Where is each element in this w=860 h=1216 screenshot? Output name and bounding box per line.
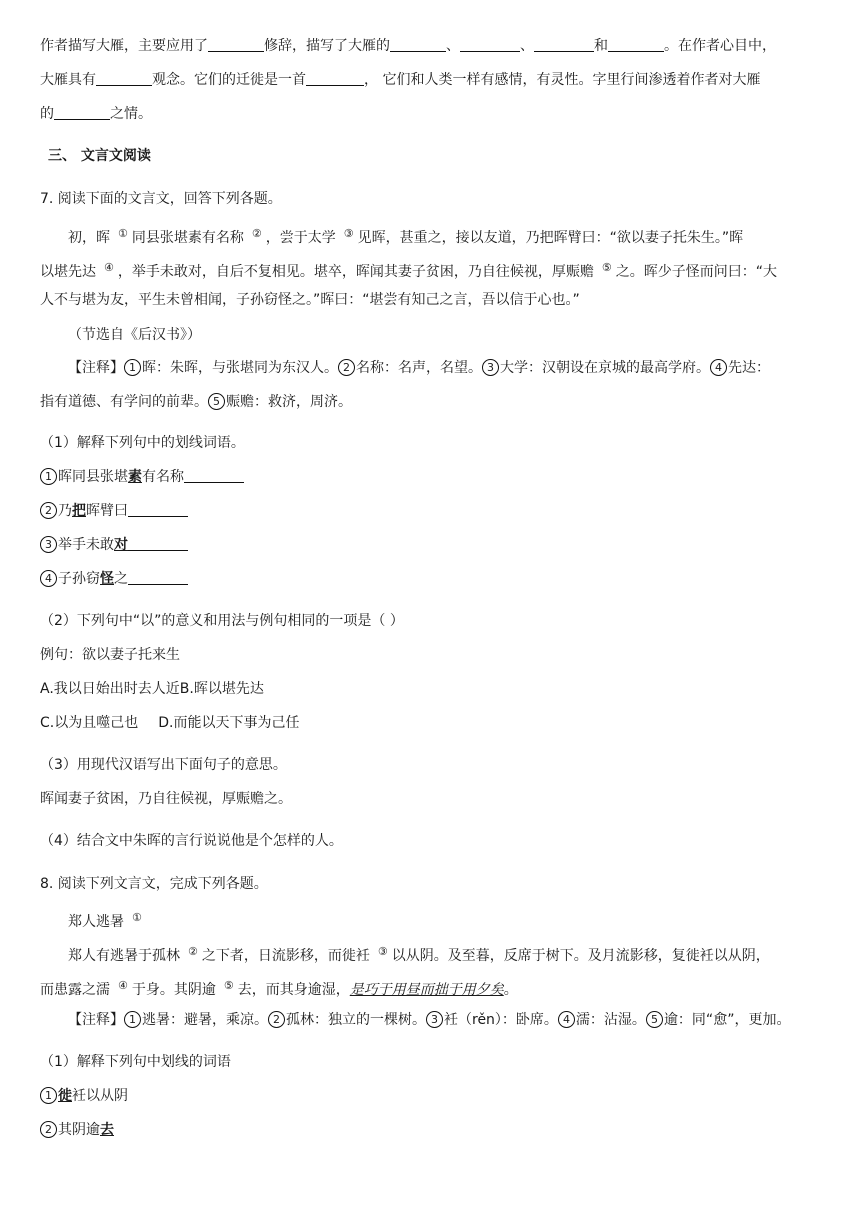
option-a[interactable]: A.我以日始出时去人近 <box>40 681 180 697</box>
answer-blank[interactable] <box>390 37 446 52</box>
fill-in-paragraph-line-2: 大雁具有 观念。它们的迁徙是一首 ， 它们和人类一样有感情，有灵性。字里行间渗透着作者对大雁 <box>40 72 761 88</box>
answer-blank[interactable] <box>608 37 664 52</box>
answer-blank[interactable] <box>128 502 188 517</box>
q8-word-item-2: 2 其阴逾去 <box>40 1120 114 1140</box>
q7-translation-sentence: 晖闻妻子贫困，乃自往候视，厚赈赡之。 <box>40 791 292 807</box>
q7-passage-line-2: 以堪先达 ④ ，举手未敢对，自后不复相见。堪卒，晖闻其妻子贫困，乃自往候视，厚赈赡 ⑤ 之。晖少子怪而问曰：“大 <box>40 261 778 280</box>
q7-notes-line-2: 指有道德、有学问的前辈。 5 赈赡：救济，周济。 <box>40 394 352 410</box>
option-c[interactable]: C.以为且噬己也 <box>40 715 139 731</box>
section-heading: 三、 文言文阅读 <box>48 148 151 164</box>
option-d[interactable]: D.而能以天下事为己任 <box>158 715 300 731</box>
q7-options-row-1 <box>40 679 264 699</box>
answer-blank[interactable] <box>54 105 110 120</box>
q7-notes-line-1: 【注释】 1 晖：朱晖，与张堪同为东汉人。 2 名称：名声，名望。 3 大学：汉朝设在京城的最高学府。 4 先达： <box>68 360 770 376</box>
answer-blank[interactable] <box>128 536 188 551</box>
q7-sub-question-1: （1）解释下列句中的划线词语。 <box>40 435 245 451</box>
answer-blank[interactable] <box>460 37 520 52</box>
answer-blank[interactable] <box>128 570 188 585</box>
answer-blank[interactable] <box>184 468 244 483</box>
q8-notes: 【注释】 1 逃暑：避暑，乘凉。 2 孤林：独立的一棵树。 3 衽（rěn）：卧席。 4 濡：沾湿。 5 逾：同“愈”，更加。 <box>68 1012 791 1028</box>
underlined-sentence: 是巧于用昼而拙于用夕矣 <box>349 982 504 998</box>
q7-options-row-2 <box>40 713 299 733</box>
q7-word-item-4: 4 子孙窃怪之 <box>40 569 188 589</box>
q8-word-item-1: 1 徙衽以从阴 <box>40 1086 128 1106</box>
q7-passage-line-1: 初，晖 ① 同县张堪素有名称 ② ，尝于太学 ③ 见晖，甚重之，接以友道，乃把晖臂曰：“欲以妻子托朱生。”晖 <box>68 227 744 246</box>
q7-passage-line-3: 人不与堪为友，平生未曾相闻，子孙窃怪之。”晖曰：“堪尝有知己之言，吾以信于心也。” <box>40 292 580 308</box>
q8-sub-question-1: （1）解释下列句中划线的词语 <box>40 1054 231 1070</box>
q7-sub-question-4: （4）结合文中朱晖的言行说说他是个怎样的人。 <box>40 833 343 849</box>
option-b[interactable]: B.晖以堪先达 <box>179 681 264 697</box>
fill-in-paragraph-line-3: 的 之情。 <box>40 106 152 122</box>
q8-passage-title: 郑人逃暑 ① <box>68 911 142 930</box>
q7-word-item-2: 2 乃把晖臂曰 <box>40 501 188 521</box>
question-7-heading: 7. 阅读下面的文言文，回答下列各题。 <box>40 191 282 207</box>
q8-passage-line-2: 而患露之濡 ④ 于身。其阴逾 ⑤ 去，而其身逾湿，是巧于用昼而拙于用夕矣。 <box>40 979 518 998</box>
question-8-heading: 8. 阅读下列文言文，完成下列各题。 <box>40 876 268 892</box>
answer-blank[interactable] <box>306 71 364 86</box>
q7-source: （节选自《后汉书》） <box>68 327 201 343</box>
answer-blank[interactable] <box>534 37 594 52</box>
q8-passage-line-1: 郑人有逃暑于孤林 ② 之下者，日流影移，而徙衽 ③ 以从阴。及至暮，反席于树下。及月流影移，复徙衽以从阴， <box>68 945 770 964</box>
q7-sub-question-2: （2）下列句中“以”的意义和用法与例句相同的一项是（ ） <box>40 613 404 629</box>
q7-word-item-1: 1 晖同县张堪素有名称 <box>40 467 244 487</box>
q7-word-item-3: 3 举手未敢对 <box>40 535 188 555</box>
answer-blank[interactable] <box>208 37 264 52</box>
q7-sub-question-3: （3）用现代汉语写出下面句子的意思。 <box>40 757 287 773</box>
q7-example-sentence: 例句：欲以妻子托来生 <box>40 647 180 663</box>
answer-blank[interactable] <box>96 71 152 86</box>
fill-in-paragraph-line-1: 作者描写大雁，主要应用了 修辞，描写了大雁的 、 、 和 。在作者心目中， <box>40 38 776 54</box>
